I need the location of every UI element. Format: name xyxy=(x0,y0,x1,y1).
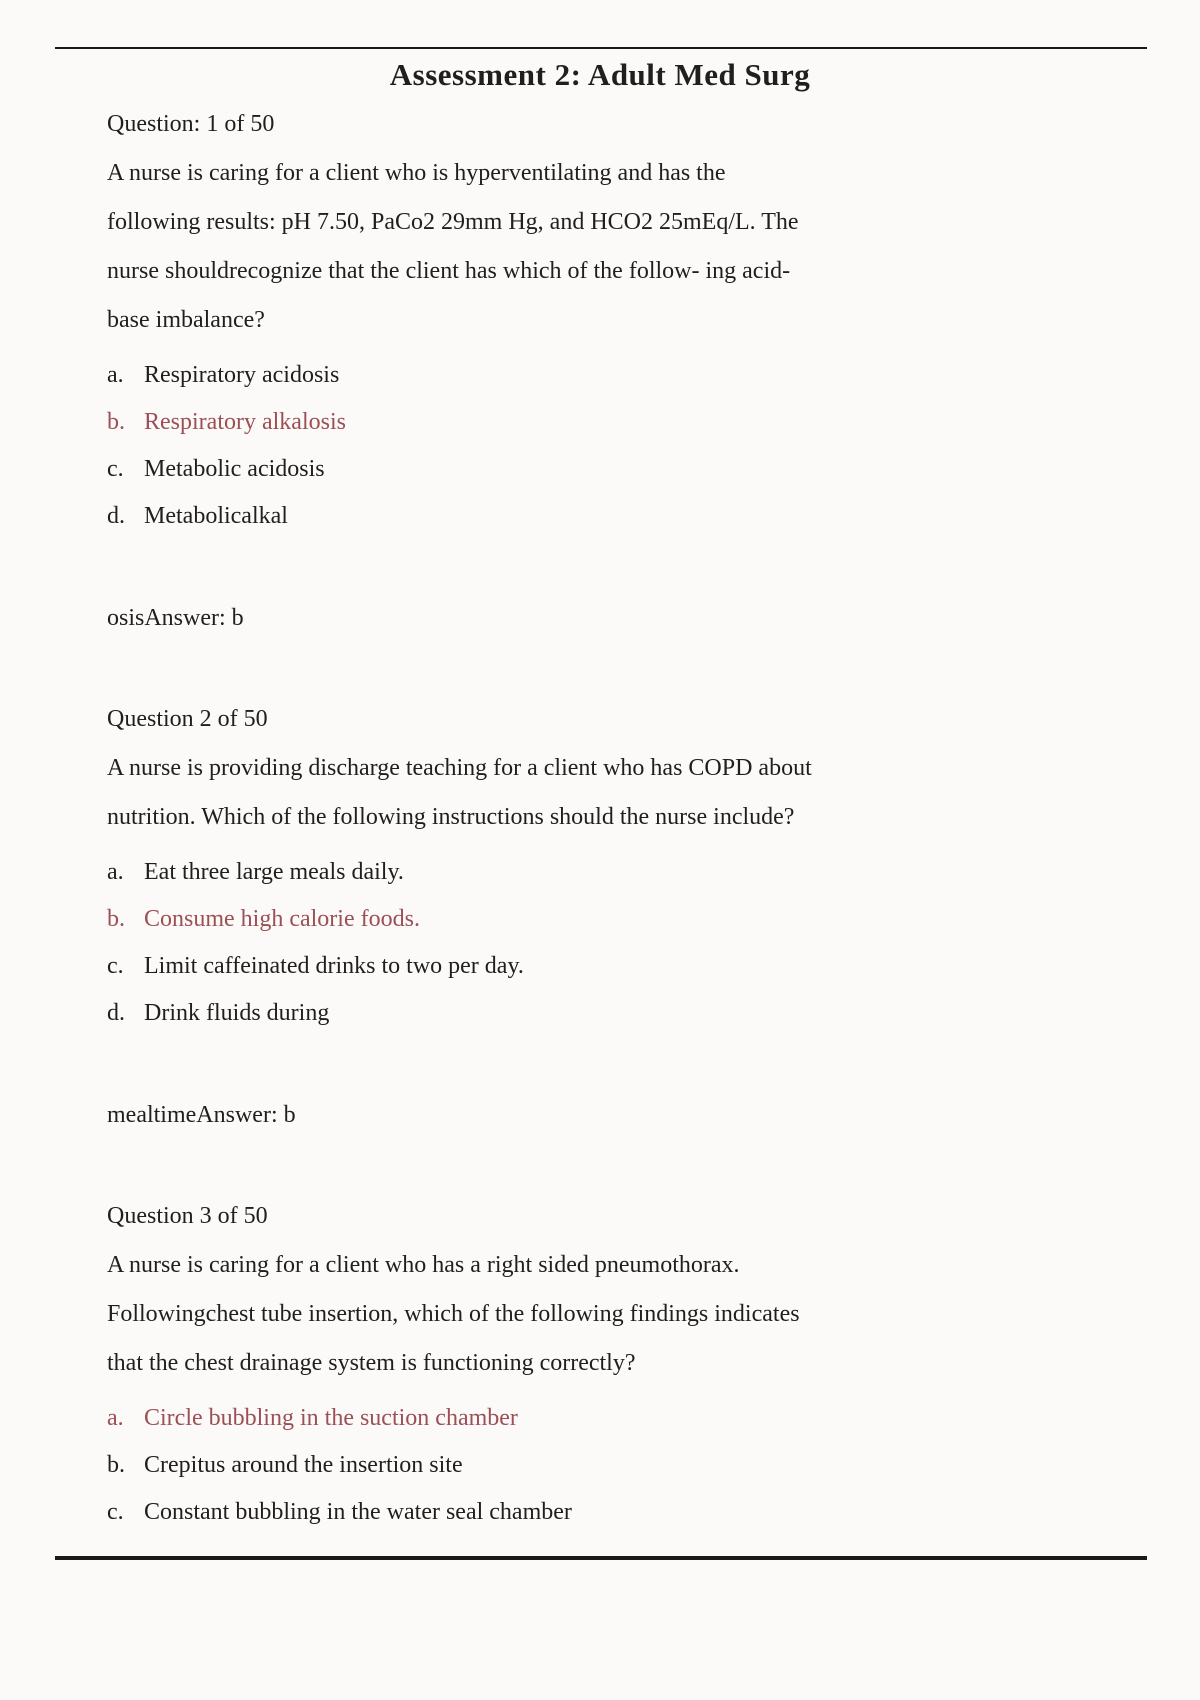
option-row-c xyxy=(107,446,1110,493)
question-header: Question: 1 of 50 xyxy=(107,111,275,137)
options-list xyxy=(107,1395,1110,1536)
question-body xyxy=(107,149,1110,345)
option-text: Metabolic acidosis xyxy=(144,456,325,482)
option-letter: a. xyxy=(107,1405,124,1431)
question-body-line: following results: pH 7.50, PaCo2 29mm Hg, and HCO2 25mEq/L. The xyxy=(107,209,799,235)
question-block-1 xyxy=(107,100,1110,642)
option-letter: b. xyxy=(107,906,125,932)
option-row-b-highlighted xyxy=(107,896,1110,943)
option-letter: a. xyxy=(107,362,124,388)
option-text: Consume high calorie foods. xyxy=(144,906,420,932)
option-text: Respiratory alkalosis xyxy=(144,409,346,435)
question-header: Question 3 of 50 xyxy=(107,1203,268,1229)
option-row-a xyxy=(107,352,1110,399)
option-row-c xyxy=(107,1489,1110,1536)
question-body-line: A nurse is caring for a client who is hyperventilating and has the xyxy=(107,160,726,186)
option-row-a-highlighted xyxy=(107,1395,1110,1442)
option-letter: c. xyxy=(107,1499,124,1525)
option-text: Constant bubbling in the water seal chamber xyxy=(144,1499,572,1525)
option-text: Metabolicalkal xyxy=(144,503,288,529)
option-letter: d. xyxy=(107,1000,125,1026)
question-body-line: Followingchest tube insertion, which of the following findings indicates xyxy=(107,1301,800,1327)
answer-line: mealtimeAnswer: b xyxy=(107,1102,296,1128)
options-list xyxy=(107,849,1110,1037)
option-row-b xyxy=(107,1442,1110,1489)
option-letter: b. xyxy=(107,409,125,435)
question-body-line: nurse shouldrecognize that the client has which of the follow- ing acid- xyxy=(107,258,791,284)
option-row-d xyxy=(107,493,1110,540)
question-body-line: that the chest drainage system is functioning correctly? xyxy=(107,1350,636,1376)
option-row-d xyxy=(107,990,1110,1037)
option-text: Eat three large meals daily. xyxy=(144,859,404,885)
option-letter: b. xyxy=(107,1452,125,1478)
option-letter: d. xyxy=(107,503,125,529)
question-body xyxy=(107,744,1110,842)
question-body-line: A nurse is providing discharge teaching for a client who has COPD about xyxy=(107,755,812,781)
option-letter: c. xyxy=(107,456,124,482)
option-row-c xyxy=(107,943,1110,990)
options-list xyxy=(107,352,1110,540)
answer-line: osisAnswer: b xyxy=(107,605,244,631)
option-row-a xyxy=(107,849,1110,896)
question-body-line: A nurse is caring for a client who has a right sided pneumothorax. xyxy=(107,1252,740,1278)
page-title: Assessment 2: Adult Med Surg xyxy=(389,57,811,92)
question-body-line: nutrition. Which of the following instructions should the nurse include? xyxy=(107,804,795,830)
question-block-2 xyxy=(107,695,1110,1139)
option-row-b-highlighted xyxy=(107,399,1110,446)
question-block-3 xyxy=(107,1192,1110,1536)
option-text: Crepitus around the insertion site xyxy=(144,1452,463,1478)
top-rule xyxy=(55,47,1147,49)
bottom-rule xyxy=(55,1556,1147,1560)
document-content xyxy=(107,100,1110,1536)
option-text: Limit caffeinated drinks to two per day. xyxy=(144,953,524,979)
question-header: Question 2 of 50 xyxy=(107,706,268,732)
option-text: Respiratory acidosis xyxy=(144,362,340,388)
option-letter: a. xyxy=(107,859,124,885)
question-body-line: base imbalance? xyxy=(107,307,265,333)
option-text: Circle bubbling in the suction chamber xyxy=(144,1405,518,1431)
option-text: Drink fluids during xyxy=(144,1000,330,1026)
question-body xyxy=(107,1241,1110,1388)
option-letter: c. xyxy=(107,953,124,979)
